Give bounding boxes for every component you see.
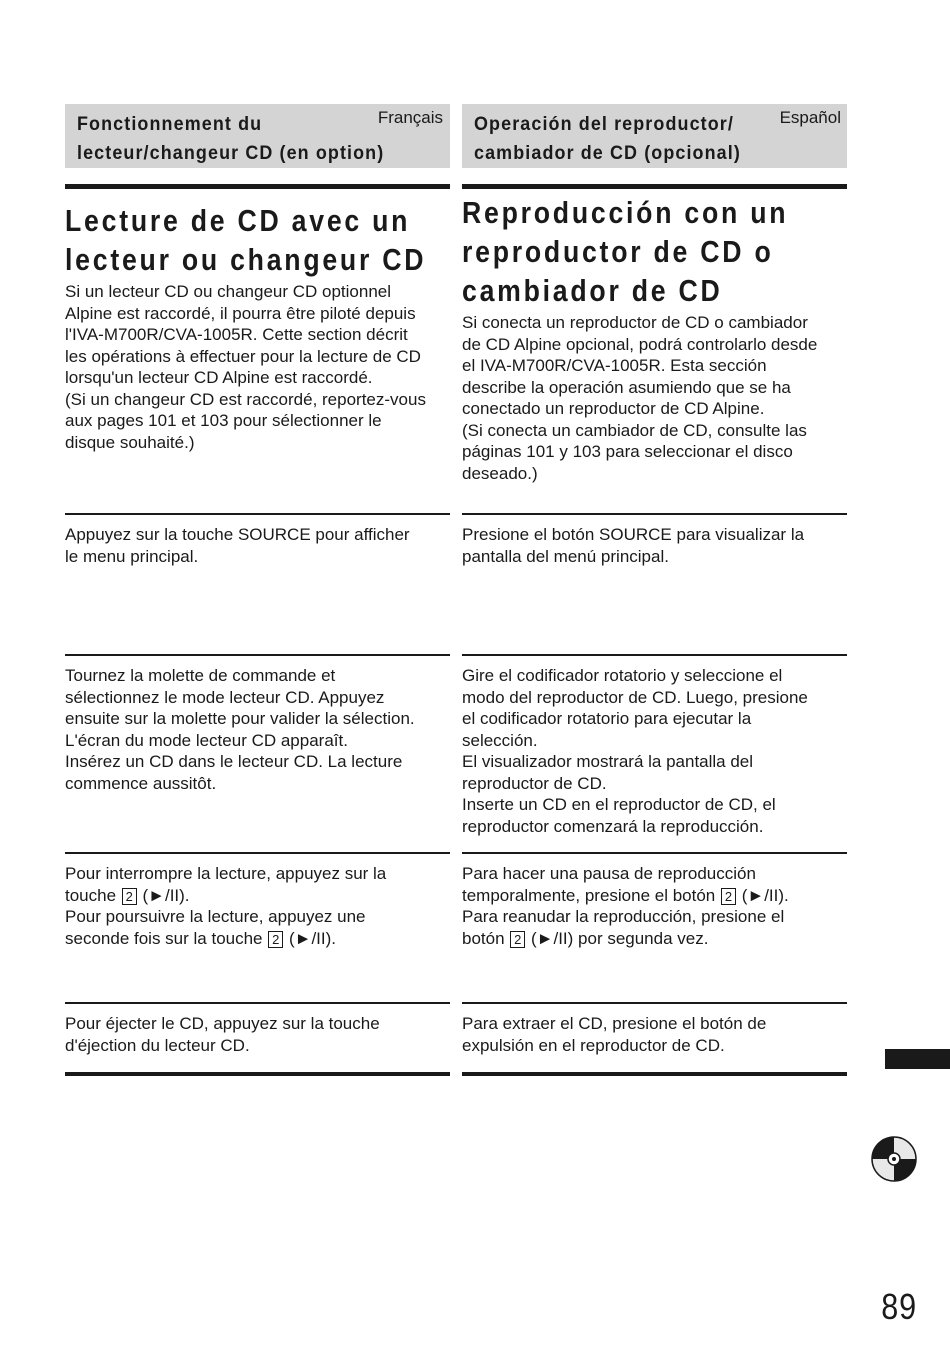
- step-text: Para extraer el CD, presione el botón de expulsión en el reproductor de CD.: [462, 1014, 767, 1055]
- step-text: Tournez la molette de commande et sélectionnez le mode lecteur CD. Appuyez ensuite sur la molette pour valider la sélection. L'écran du mode lecteur CD apparaît. Insérez un CD dans le lecteur CD. La lecture commence aussitôt.: [65, 666, 415, 793]
- spanish-column: [462, 104, 847, 484]
- key-number-box: 2: [268, 931, 283, 948]
- intro-paragraph: Si conecta un reproductor de CD o cambiador de CD Alpine opcional, podrá controlarlo desde el IVA-M700R/CVA-1005R. Esta sección describe la operación asumiendo que se ha conectado un reproductor de CD Alpine. (Si conecta un cambiador de CD, consulte las páginas 101 y 103 para seleccionar el disco deseado.): [462, 313, 818, 483]
- cd-disc-icon: [871, 1136, 917, 1182]
- section-header-french: [65, 104, 450, 168]
- step-text: Pour interrompre la lecture, appuyez sur la touche 2 (►/II). Pour poursuivre la lecture, appuyez une seconde fois sur la touche 2 (►/II).: [65, 864, 387, 948]
- step-1: [462, 513, 847, 567]
- step-text: Para hacer una pausa de reproducción temporalmente, presione el botón 2 (►/II). Para reanudar la reproducción, presione el botón 2 (►/II) por segunda vez.: [462, 864, 789, 948]
- step-2: [462, 654, 847, 837]
- language-label: Français: [377, 108, 443, 127]
- section-header-title: Fonctionnement du lecteur/changeur CD (en option): [77, 113, 385, 164]
- title-rule: [462, 184, 847, 189]
- step-1: [65, 513, 450, 567]
- step-text: Pour éjecter le CD, appuyez sur la touche d'éjection du lecteur CD.: [65, 1014, 380, 1055]
- intro-paragraph: Si un lecteur CD ou changeur CD optionnel Alpine est raccordé, il pourra être piloté depuis l'IVA-M700R/CVA-1005R. Cette section décrit les opérations à effectuer pour la lecture de CD lorsqu'un lecteur CD Alpine est raccordé. (Si un changeur CD est raccordé, reportez-vous aux pages 101 et 103 pour sélectionner le disque souhaité.): [65, 282, 426, 452]
- section-header-title: Operación del reproductor/ cambiador de CD (opcional): [474, 113, 741, 164]
- language-label: Español: [779, 108, 841, 127]
- key-number-box: 2: [721, 888, 736, 905]
- step-text: Presione el botón SOURCE para visualizar la pantalla del menú principal.: [462, 525, 805, 566]
- end-rule: [462, 1072, 847, 1076]
- step-text: Gire el codificador rotatorio y seleccione el modo del reproductor de CD. Luego, presione el codificador rotatorio para ejecutar la selección. El visualizador mostrará la pantalla del reproductor de CD. Inserte un CD en el reproductor de CD, el reproductor comenzará la reproducción.: [462, 666, 808, 836]
- section-header-spanish: [462, 104, 847, 168]
- end-rule: [65, 1072, 450, 1076]
- main-title: Reproducción con un reproductor de CD o cambiador de CD: [462, 195, 789, 308]
- french-column: [65, 104, 450, 453]
- step-4: [462, 1002, 847, 1056]
- step-3: [65, 852, 450, 949]
- step-2: [65, 654, 450, 794]
- step-3: [462, 852, 847, 949]
- main-title: Lecture de CD avec un lecteur ou changeur CD: [65, 203, 427, 277]
- step-text: Appuyez sur la touche SOURCE pour afficher le menu principal.: [65, 525, 410, 566]
- page-number: 89: [881, 1286, 917, 1327]
- key-number-box: 2: [510, 931, 525, 948]
- step-4: [65, 1002, 450, 1056]
- title-rule: [65, 184, 450, 189]
- chapter-tab: [885, 1049, 950, 1069]
- key-number-box: 2: [122, 888, 137, 905]
